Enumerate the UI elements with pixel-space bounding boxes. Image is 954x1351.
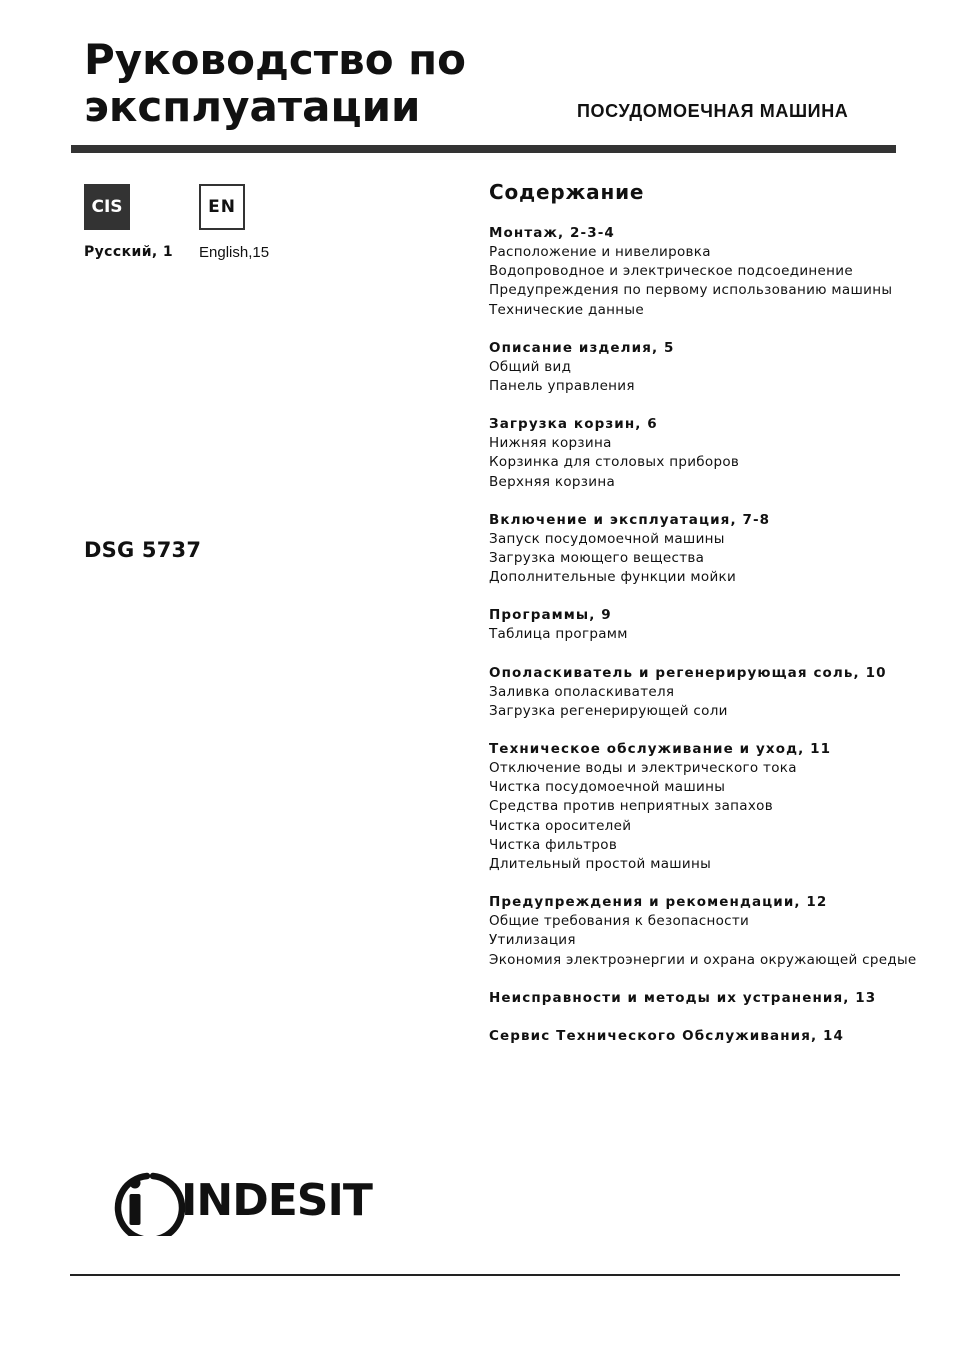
toc-section-title[interactable]: Монтаж, 2-3-4 <box>489 225 615 241</box>
toc-section-title[interactable]: Сервис Технического Обслуживания, 14 <box>489 1027 844 1044</box>
toc-section-title[interactable]: Ополаскиватель и регенерирующая соль, 10 <box>489 664 887 681</box>
toc-section <box>489 1027 929 1046</box>
toc-section-title[interactable]: Включение и эксплуатация, 7-8 <box>489 511 771 528</box>
page-title-line-2: эксплуатации <box>84 82 421 131</box>
page-title <box>84 36 466 130</box>
toc-item[interactable]: Верхняя корзина <box>489 473 616 490</box>
toc-item[interactable]: Экономия электроэнергии и охрана окружающей средые <box>489 951 917 968</box>
toc-section-title[interactable]: Программы, 9 <box>489 607 612 624</box>
model-number: DSG 5737 <box>84 538 202 562</box>
language-label-en: English,15 <box>199 244 270 261</box>
brand-name: INDESIT <box>181 1175 372 1226</box>
toc-item[interactable]: Загрузка моющего вещества <box>489 550 705 567</box>
toc-item[interactable]: Запуск посудомоечной машины <box>489 530 725 547</box>
toc-section <box>489 224 929 320</box>
toc-section <box>489 415 929 492</box>
toc-item[interactable]: Отключение воды и электрического тока <box>489 760 797 777</box>
toc-item[interactable]: Общие требования к безопасности <box>489 913 750 930</box>
toc-item[interactable]: Корзинка для столовых приборов <box>489 454 740 471</box>
toc-item[interactable]: Заливка ополаскивателя <box>489 683 675 700</box>
toc-sections <box>489 224 929 1046</box>
page-title-line-1: Руководство по <box>84 35 467 84</box>
toc-item[interactable]: Чистка оросителей <box>489 817 632 834</box>
toc-item[interactable]: Утилизация <box>489 932 576 949</box>
toc-item[interactable]: Дополнительные функции мойки <box>489 569 737 586</box>
language-label-cis: Русский, 1 <box>84 244 174 260</box>
toc-item[interactable]: Таблица программ <box>489 626 628 643</box>
toc-item[interactable]: Водопроводное и электрическое подсоединение <box>489 263 853 280</box>
toc-item[interactable]: Предупреждения по первому использованию машины <box>489 282 893 299</box>
toc-item[interactable]: Чистка фильтров <box>489 836 618 853</box>
toc-section <box>489 893 929 970</box>
toc-section-title[interactable]: Загрузка корзин, 6 <box>489 416 658 433</box>
toc-section <box>489 339 929 396</box>
product-category: ПОСУДОМОЕЧНАЯ МАШИНА <box>577 101 849 121</box>
toc-item[interactable]: Общий вид <box>489 358 572 375</box>
toc-item[interactable]: Чистка посудомоечной машины <box>489 779 726 796</box>
toc-item[interactable]: Расположение и нивелировка <box>489 244 711 260</box>
header-divider <box>71 145 896 153</box>
toc-section-title[interactable]: Неисправности и методы их устранения, 13 <box>489 989 877 1006</box>
toc-section <box>489 989 929 1008</box>
footer-divider <box>70 1274 900 1276</box>
toc-section <box>489 664 929 721</box>
table-of-contents <box>489 178 929 1065</box>
toc-item[interactable]: Средства против неприятных запахов <box>489 798 773 815</box>
language-badge-cis[interactable]: CIS <box>84 184 130 230</box>
toc-item[interactable]: Длительный простой машины <box>489 856 712 873</box>
toc-item[interactable]: Загрузка регенерирующей соли <box>489 702 728 719</box>
toc-section-title[interactable]: Предупреждения и рекомендации, 12 <box>489 894 828 911</box>
toc-item[interactable]: Нижняя корзина <box>489 435 612 452</box>
toc-section-title[interactable]: Техническое обслуживание и уход, 11 <box>489 741 832 758</box>
toc-heading: Содержание <box>489 180 645 204</box>
language-badge-en[interactable]: EN <box>199 184 245 230</box>
toc-section <box>489 511 929 588</box>
toc-section-title[interactable]: Описание изделия, 5 <box>489 339 675 356</box>
toc-section <box>489 606 929 644</box>
toc-item[interactable]: Панель управления <box>489 378 635 395</box>
toc-section <box>489 740 929 874</box>
toc-item[interactable]: Технические данные <box>489 301 644 318</box>
